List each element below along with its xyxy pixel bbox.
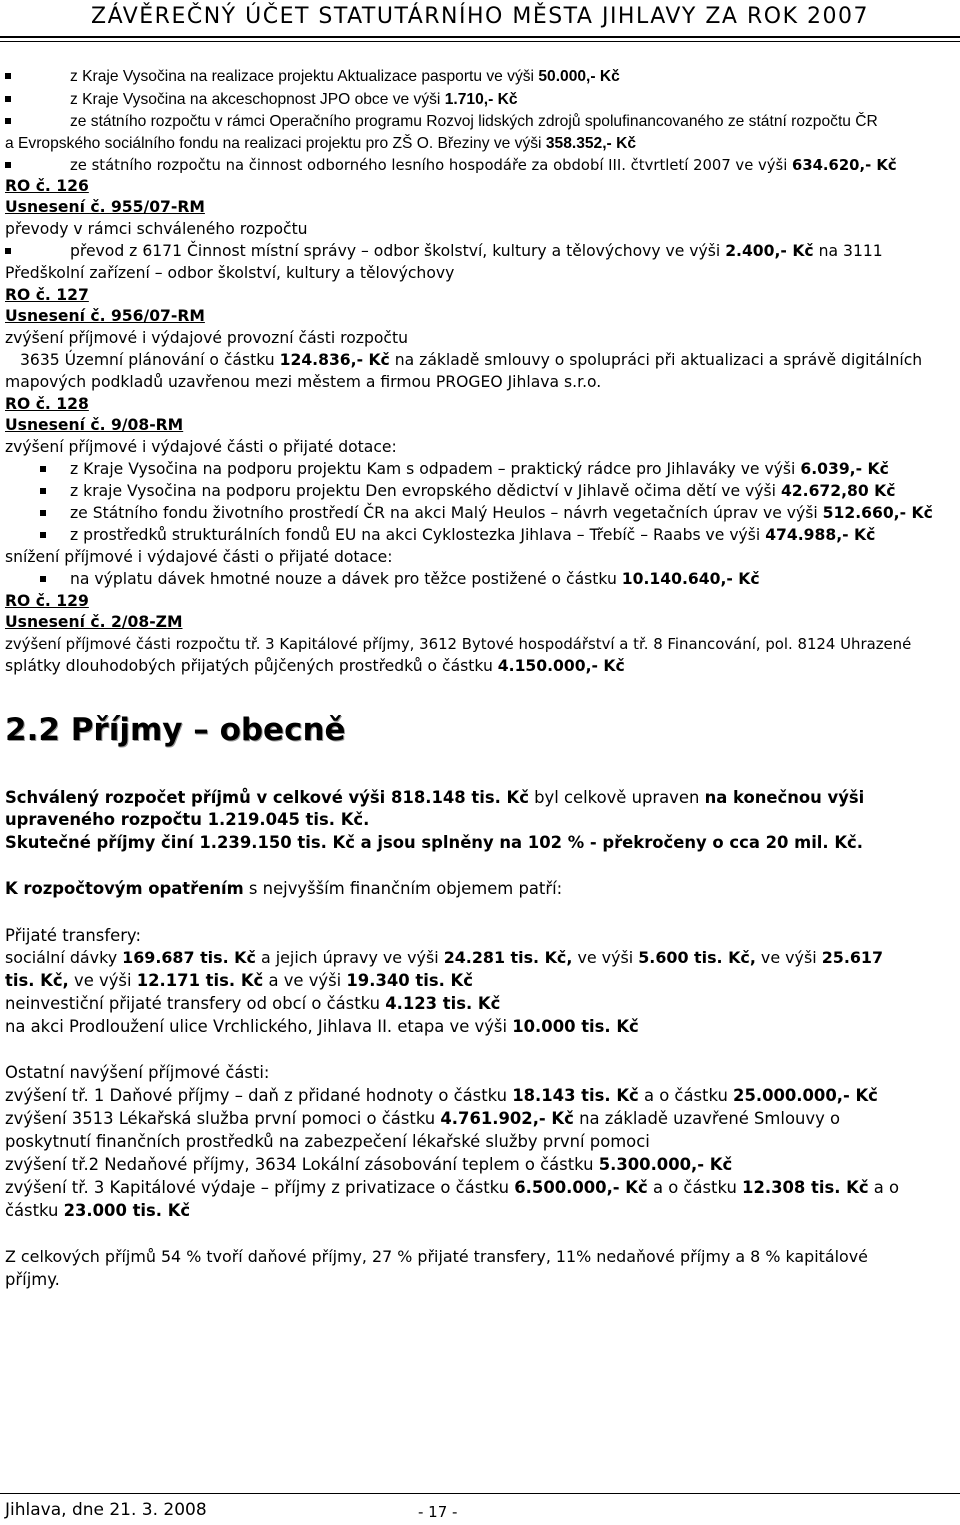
text-line: Předškolní zařízení – odbor školství, kultury a tělovýchovy xyxy=(5,264,455,282)
text-line: sociální dávky 169.687 tis. Kč a jejich úpravy ve výši 24.281 tis. Kč, ve výši 5.600 tis. Kč, ve výši 25.617 xyxy=(5,948,884,967)
text-line: zvýšení tř.2 Nedaňové příjmy, 3634 Lokální zásobování teplem o částku 5.300.000,- Kč xyxy=(5,1155,733,1174)
text-line: poskytnutí finančních prostředků na zabezpečení lékařské služby první pomoci xyxy=(5,1132,650,1151)
text-line: mapových podkladů uzavřenou mezi městem a firmou PROGEO Jihlava s.r.o. xyxy=(5,373,602,391)
text-line: zvýšení příjmové části rozpočtu tř. 3 Kapitálové příjmy, 3612 Bytové hospodářství a tř. 8 Financování, pol. 8124 Uhrazené xyxy=(5,635,912,653)
text-line: na výplatu dávek hmotné nouze a dávek pro těžce postižené o částku 10.140.640,- Kč xyxy=(70,570,760,588)
ro-heading: RO č. 128 xyxy=(5,395,89,413)
text-line: příjmy. xyxy=(5,1270,60,1289)
resolution-heading: Usnesení č. 2/08-ZM xyxy=(5,613,183,631)
resolution-heading: Usnesení č. 956/07-RM xyxy=(5,307,205,325)
text-line: zvýšení 3513 Lékařská služba první pomoci o částku 4.761.902,- Kč na základě uzavřené Smlouvy o xyxy=(5,1109,841,1128)
text-line: zvýšení tř. 3 Kapitálové výdaje – příjmy z privatizace o částku 6.500.000,- Kč a o částku 12.308 tis. Kč a o xyxy=(5,1178,900,1197)
bullet-icon xyxy=(5,96,11,102)
page-header-title: ZÁVĚREČNÝ ÚČET STATUTÁRNÍHO MĚSTA JIHLAVY ZA ROK 2007 xyxy=(91,4,869,29)
text-line: K rozpočtovým opatřením s nejvyšším finančním objemem patří: xyxy=(5,879,563,898)
text-line: zvýšení příjmové i výdajové části o přijaté dotace: xyxy=(5,438,397,456)
text-line: upraveného rozpočtu 1.219.045 tis. Kč. xyxy=(5,810,370,829)
ro-heading: RO č. 127 xyxy=(5,286,89,304)
text-line: splátky dlouhodobých přijatých půjčených prostředků o částku 4.150.000,- Kč xyxy=(5,657,625,675)
text-line: 3635 Územní plánování o částku 124.836,- Kč na základě smlouvy o spolupráci při aktualizaci a správě digitálních xyxy=(20,351,923,369)
text-line: neinvestiční přijaté transfery od obcí o částku 4.123 tis. Kč xyxy=(5,994,501,1013)
footer-rule xyxy=(0,1493,960,1494)
text-line: na akci Prodloužení ulice Vrchlického, Jihlava II. etapa ve výši 10.000 tis. Kč xyxy=(5,1017,639,1036)
text-line: zvýšení příjmové i výdajové provozní části rozpočtu xyxy=(5,329,408,347)
bullet-icon xyxy=(40,576,46,582)
bullet-icon xyxy=(40,488,46,494)
bullet-icon xyxy=(5,248,11,254)
section-title: 2.2 Příjmy – obecně xyxy=(5,712,346,748)
bullet-icon xyxy=(5,162,11,168)
resolution-heading: Usnesení č. 955/07-RM xyxy=(5,198,205,216)
page-number: - 17 - xyxy=(418,1503,458,1521)
text-line: ze státního rozpočtu na činnost odborného lesního hospodáře za období III. čtvrtletí 2007 ve výši 634.620,- Kč xyxy=(70,157,897,174)
bullet-icon xyxy=(40,532,46,538)
text-line: snížení příjmové i výdajové části o přijaté dotace: xyxy=(5,548,393,566)
text-line: tis. Kč, ve výši 12.171 tis. Kč a ve výši 19.340 tis. Kč xyxy=(5,971,473,990)
text-line: převody v rámci schváleného rozpočtu xyxy=(5,220,308,238)
text-line: částku 23.000 tis. Kč xyxy=(5,1201,191,1220)
text-line: z Kraje Vysočina na realizace projektu Aktualizace pasportu ve výši 50.000,- Kč xyxy=(70,68,620,85)
resolution-heading: Usnesení č. 9/08-RM xyxy=(5,416,184,434)
text-line: převod z 6171 Činnost místní správy – odbor školství, kultury a tělovýchovy ve výši 2.400,- Kč na 3111 xyxy=(70,242,883,260)
bullet-icon xyxy=(5,118,11,124)
text-line: Ostatní navýšení příjmové části: xyxy=(5,1063,270,1082)
text-line: ze státního rozpočtu v rámci Operačního programu Rozvoj lidských zdrojů spolufinancovaného ze státní rozpočtu ČR xyxy=(70,113,878,130)
bullet-icon xyxy=(5,73,11,79)
header-rule xyxy=(0,36,960,38)
text-line: ze Státního fondu životního prostředí ČR na akci Malý Heulos – návrh vegetačních úprav ve výši 512.660,- Kč xyxy=(70,504,933,522)
text-line: Skutečné příjmy činí 1.239.150 tis. Kč a jsou splněny na 102 % - překročeny o cca 20 mil. Kč. xyxy=(5,833,864,852)
bullet-icon xyxy=(40,510,46,516)
text-line: a Evropského sociálního fondu na realizaci projektu pro ZŠ O. Březiny ve výši 358.352,- Kč xyxy=(5,135,637,152)
footer-place-date: Jihlava, dne 21. 3. 2008 xyxy=(5,1500,207,1520)
text-line: Z celkových příjmů 54 % tvoří daňové příjmy, 27 % přijaté transfery, 11% nedaňové příjmy a 8 % kapitálové xyxy=(5,1247,868,1266)
text-line: z Kraje Vysočina na akceschopnost JPO obce ve výši 1.710,- Kč xyxy=(70,91,518,108)
header-rule-thin xyxy=(0,41,960,42)
text-line: Přijaté transfery: xyxy=(5,926,141,945)
text-line: z Kraje Vysočina na podporu projektu Kam s odpadem – praktický rádce pro Jihlaváky ve výši 6.039,- Kč xyxy=(70,460,889,478)
text-line: Schválený rozpočet příjmů v celkové výši 818.148 tis. Kč byl celkově upraven na konečnou výši xyxy=(5,788,865,807)
text-line: z kraje Vysočina na podporu projektu Den evropského dědictví v Jihlavě očima dětí ve výši 42.672,80 Kč xyxy=(70,482,896,500)
ro-heading: RO č. 126 xyxy=(5,177,89,195)
bullet-icon xyxy=(40,466,46,472)
ro-heading: RO č. 129 xyxy=(5,592,89,610)
text-line: z prostředků strukturálních fondů EU na akci Cyklostezka Jihlava – Třebíč – Raabs ve výši 474.988,- Kč xyxy=(70,526,876,544)
text-line: zvýšení tř. 1 Daňové příjmy – daň z přidané hodnoty o částku 18.143 tis. Kč a o částku 25.000.000,- Kč xyxy=(5,1086,878,1105)
